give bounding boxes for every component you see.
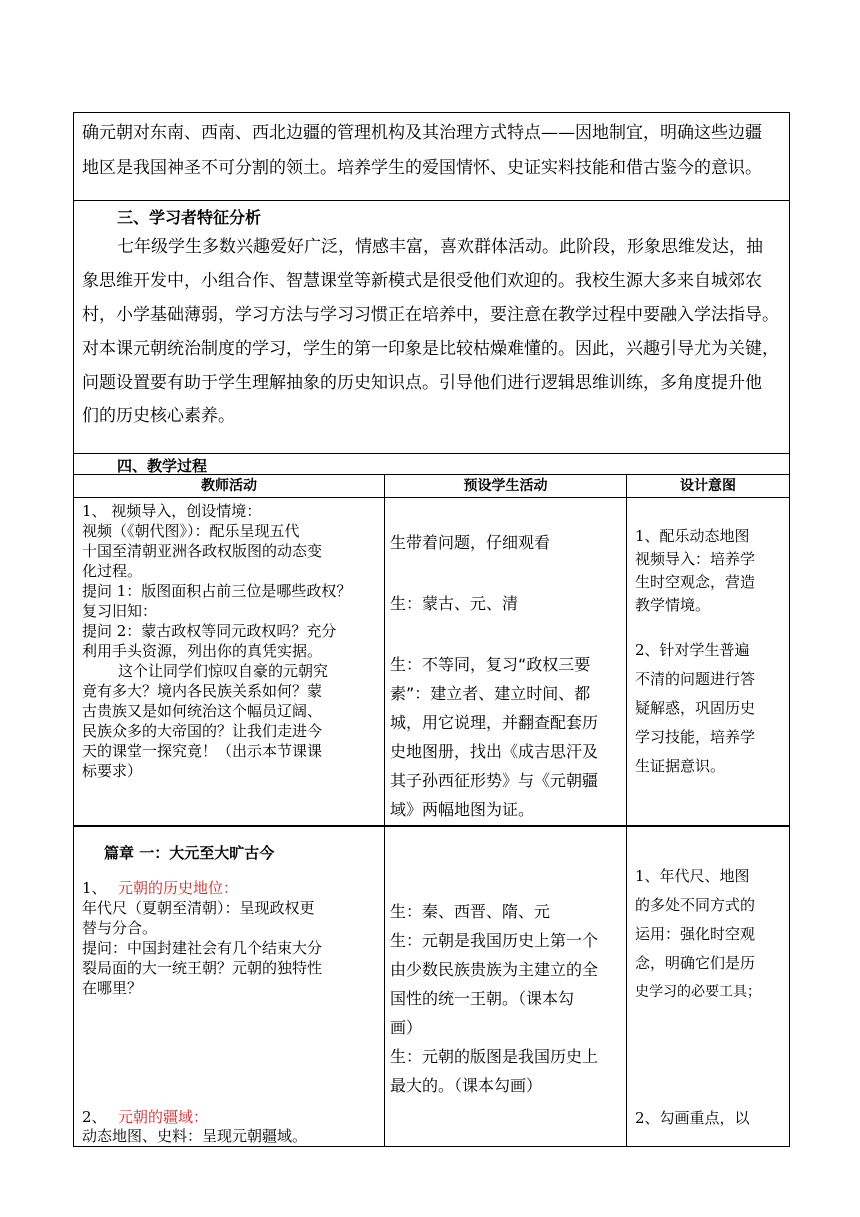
text-line: 生：不等同，复习“政权三要 (390, 655, 591, 674)
student-activity-1c (390, 650, 598, 824)
learner-line: 问题设置要有助于学生理解抽象的历史知识点。引导他们进行逻辑思维训练，多角度提升他 (82, 373, 762, 393)
text-line: 生：元朝是我国历史上第一个 (390, 931, 599, 950)
student-activity-1a: 生带着问题，仔细观看 (390, 533, 551, 552)
text-line: 疑解惑，巩固历史 (635, 699, 756, 717)
text-line: 2、针对学生普遍 (635, 641, 750, 659)
section-heading-learner: 三、学习者特征分析 (117, 208, 262, 227)
text-line: 标要求） (82, 762, 143, 780)
column-divider (384, 474, 385, 1147)
text-line: 最大的。（课本勾画） (390, 1076, 543, 1095)
table-border-left (73, 112, 74, 1147)
design-intent-2b: 2、勾画重点，以 (635, 1109, 750, 1127)
text-line: 念，明确它们是历 (635, 954, 756, 972)
text-line: 1、年代尺、地图 (635, 867, 750, 885)
text-line: 视频导入：培养学 (635, 550, 756, 568)
text-line: 不清的问题进行答 (635, 670, 756, 688)
text-line: 年代尺（夏朝至清朝）：呈现政权更 (82, 899, 315, 917)
learner-line: 村，小学基础薄弱，学习方法与学习习惯正在培养中，要注意在教学过程中要融入学法指导。 (82, 305, 779, 325)
text-line: 提问 1：版图面积占前三位是哪些政权？ (82, 582, 352, 600)
design-intent-1a (635, 525, 755, 617)
text-line: 域》两幅地图为证。 (390, 800, 535, 819)
text-line: 化过程。 (82, 562, 143, 580)
learner-line: 对本课元朝统治制度的学习，学生的第一印象是比较枯燥难懂的。因此，兴趣引导尤为关键， (82, 339, 779, 359)
table-rule (73, 112, 789, 113)
text-line: 民族众多的大帝国的？让我们走进今 (82, 722, 323, 740)
objectives-line: 确元朝对东南、西南、西北边疆的管理机构及其治理方式特点——因地制宜，明确这些边疆 (82, 123, 762, 143)
column-header-student: 预设学生活动 (463, 478, 548, 494)
text-line: 学习技能，培养学 (635, 728, 756, 746)
text-line: 生：元朝的版图是我国历史上 (390, 1047, 599, 1066)
teacher-activity-2a (82, 898, 322, 998)
objectives-line: 地区是我国神圣不可分割的领土。培养学生的爱国情怀、史证实料技能和借古鉴今的意识。 (82, 158, 762, 178)
text-line: 1、配乐动态地图 (635, 527, 750, 545)
text-line: 的多处不同方式的 (635, 896, 756, 914)
column-divider (626, 474, 627, 1147)
text-line: 提问 2：蒙古政权等同元政权吗？充分 (82, 622, 337, 640)
learner-line: 象思维开发中，小组合作、智慧课堂等新模式是很受他们欢迎的。我校生源大多来自城郊农 (82, 271, 762, 291)
learner-line: 们的历史核心素养。 (82, 406, 235, 426)
learner-line: 七年级学生多数兴趣爱好广泛，情感丰富，喜欢群体活动。此阶段，形象思维发达，抽 (117, 237, 763, 257)
table-rule (73, 497, 789, 498)
text-line: 在哪里？ (82, 979, 143, 997)
column-header-intent: 设计意图 (680, 478, 736, 494)
text-line: 史地图册，找出《成吉思汗及 (390, 742, 599, 761)
item-number: 2、 (82, 1108, 107, 1126)
table-rule (73, 1146, 789, 1147)
text-line: 利用手头资源，列出你的真凭实据。 (82, 642, 323, 660)
text-line: 其子孙西征形势》与《元朝疆 (390, 771, 599, 790)
column-header-teacher: 教师活动 (201, 478, 257, 494)
text-line: 视频（《朝代图》）：配乐呈现五代 (82, 522, 300, 540)
text-line: 古贵族又是如何统治这个幅员辽阔、 (82, 702, 323, 720)
text-line: 画） (390, 1018, 423, 1037)
text-line: 提问：中国封建社会有几个结束大分 (82, 939, 323, 957)
item-title-history-status: 元朝的历史地位： (118, 879, 239, 897)
text-line: 素”：建立者、建立时间、都 (390, 684, 591, 703)
text-line: 生：秦、西晋、隋、元 (390, 902, 551, 921)
text-line: 史学习的必要工具； (635, 984, 761, 1000)
text-line: 裂局面的大一统王朝？元朝的独特性 (82, 959, 323, 977)
text-line: 生时空观念，营造 (635, 573, 756, 591)
table-rule (73, 825, 789, 827)
text-line: 运用：强化时空观 (635, 925, 756, 943)
table-border-right (789, 112, 790, 1147)
student-activity-1b: 生：蒙古、元、清 (390, 594, 519, 613)
text-line: 1、 视频导入，创设情境： (82, 502, 262, 520)
item-title-territory: 元朝的疆域： (118, 1108, 209, 1126)
table-rule (73, 200, 789, 201)
text-line: 十国至清朝亚洲各政权版图的动态变 (82, 542, 323, 560)
student-activity-2 (390, 897, 598, 1100)
section-heading-process: 四、教学过程 (117, 457, 208, 475)
design-intent-2a (635, 862, 761, 1007)
text-line: 复习旧知： (82, 602, 158, 620)
text-line: 由少数民族贵族为主建立的全 (390, 960, 599, 979)
text-line: 生证据意识。 (635, 757, 726, 775)
design-intent-1b (635, 636, 755, 781)
text-line: 竟有多大？境内各民族关系如何？蒙 (82, 682, 323, 700)
teacher-activity-1 (82, 501, 351, 781)
text-line: 教学情境。 (635, 596, 711, 614)
text-line: 替与分合。 (82, 919, 158, 937)
item-number: 1、 (82, 879, 107, 897)
teacher-activity-2b: 动态地图、史料：呈现元朝疆域。 (82, 1127, 308, 1145)
chapter-heading: 篇章 一：大元至大旷古今 (104, 844, 275, 862)
text-line: 国性的统一王朝。（课本勾 (390, 989, 575, 1008)
table-rule (73, 453, 789, 454)
text-line: 这个让同学们惊叹自豪的元朝究 (118, 662, 329, 680)
text-line: 天的课堂一探究竟！（出示本节课课 (82, 742, 323, 760)
text-line: 城，用它说理，并翻查配套历 (390, 713, 599, 732)
